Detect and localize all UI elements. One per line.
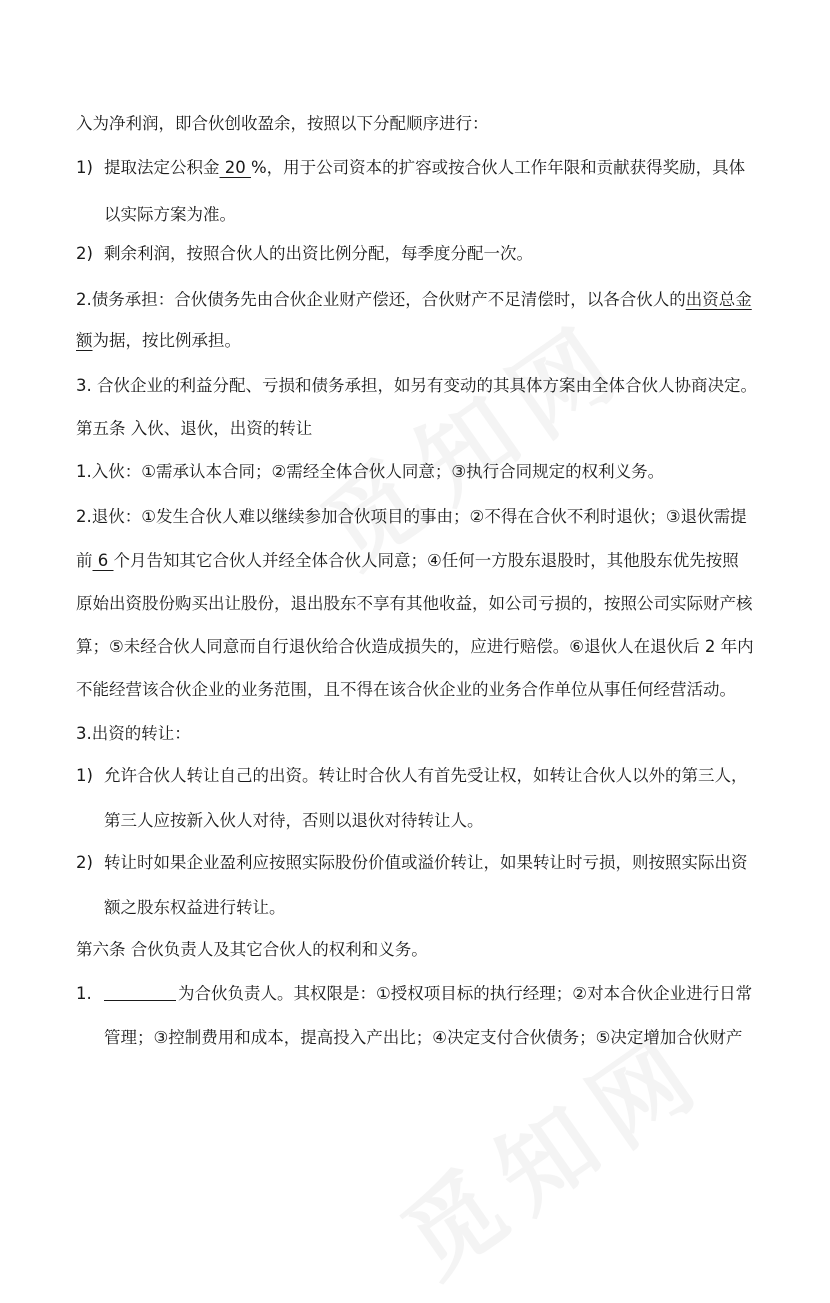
paragraph-line: 以实际方案为准。 (104, 205, 236, 224)
list-item: 2) 转让时如果企业盈利应按照实际股份价值或溢价转让，如果转让时亏损，则按照实际出资 (76, 853, 748, 872)
paragraph-line: 管理；③控制费用和成本，提高投入产出比；④决定支付合伙债务；⑤决定增加合伙财产 (104, 1028, 743, 1047)
list-item: 2) 剩余利润，按照合伙人的出资比例分配，每季度分配一次。 (76, 244, 533, 263)
list-item: 1. 为合伙负责人。其权限是：①授权项目标的执行经理；②对本合伙企业进行日常 (76, 984, 753, 1003)
list-item: 1) 提取法定公积金 20 %，用于公司资本的扩容或按合伙人工作年限和贡献获得奖励，具体 (76, 158, 746, 177)
paragraph-line: 前 6 个月告知其它合伙人并经全体合伙人同意；④任何一方股东退股时，其他股东优先按照 (76, 551, 739, 570)
paragraph-line: 第三人应按新入伙人对待，否则以退伙对待转让人。 (104, 811, 484, 830)
paragraph-line: 额之股东权益进行转让。 (104, 898, 286, 917)
paragraph-line: 3.出资的转让： (76, 724, 191, 743)
paragraph-line: 2.债务承担：合伙债务先由合伙企业财产偿还，合伙财产不足清偿时，以各合伙人的出资总金 (76, 290, 752, 309)
section-heading: 第六条 合伙负责人及其它合伙人的权利和义务。 (76, 940, 428, 959)
list-item: 1) 允许合伙人转让自己的出资。转让时合伙人有首先受让权，如转让合伙人以外的第三人， (76, 766, 748, 785)
paragraph-line: 算；⑤未经合伙人同意而自行退伙给合伙造成损失的，应进行赔偿。⑥退伙人在退伙后 2 年内 (76, 637, 754, 656)
section-heading: 第五条 入伙、退伙，出资的转让 (76, 419, 313, 438)
paragraph-line: 入为净利润，即合伙创收盈余，按照以下分配顺序进行： (76, 114, 489, 133)
paragraph-line: 不能经营该合伙企业的业务范围，且不得在该合伙企业的业务合作单位从事任何经营活动。 (76, 680, 736, 699)
paragraph-line: 原始出资股份购买出让股份，退出股东不享有其他收益，如公司亏损的，按照公司实际财产核 (76, 594, 753, 613)
filled-blank: 20 (219, 158, 251, 177)
blank-field (104, 984, 176, 1001)
paragraph-line: 2.退伙：①发生合伙人难以继续参加合伙项目的事由；②不得在合伙不利时退伙；③退伙需提 (76, 507, 747, 526)
paragraph-line: 3. 合伙企业的利益分配、亏损和债务承担，如另有变动的其具体方案由全体合伙人协商决定。 (76, 376, 757, 395)
paragraph-line: 额为据，按比例承担。 (76, 331, 241, 350)
filled-blank: 6 (92, 551, 114, 570)
paragraph-line: 1.入伙：①需承认本合同；②需经全体合伙人同意；③执行合同规定的权利义务。 (76, 462, 665, 481)
